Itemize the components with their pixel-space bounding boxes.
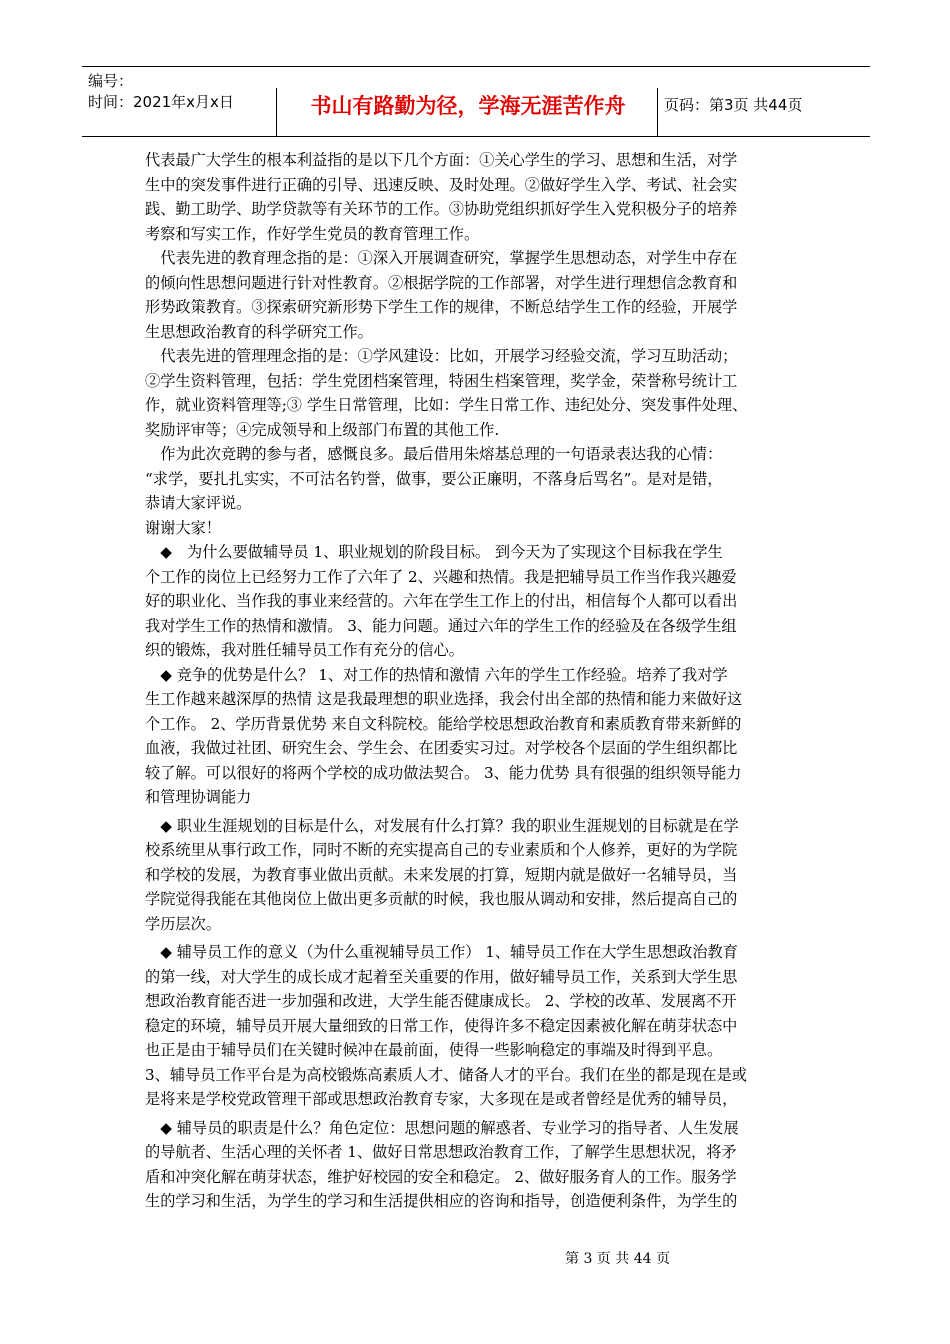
body-text-line: 生中的突发事件进行正确的引导、迅速反映、及时处理。②做好学生入学、考试、社会实 — [145, 175, 738, 194]
body-text-line: 我对学生工作的热情和激情。 3、能力问题。通过六年的学生工作的经验及在各级学生组 — [145, 616, 737, 635]
body-text-line: 血液，我做过社团、研究生会、学生会、在团委实习过。对学校各个层面的学生组织都比 — [145, 739, 738, 757]
body-text-line: 较了解。可以很好的将两个学校的成功做法契合。 3、能力优势 具有很强的组织领导能力 — [145, 763, 742, 782]
header-top-rule — [82, 66, 870, 67]
document-number-label: 编号： — [88, 72, 134, 90]
document-time-label: 时间：2021年x月x日 — [88, 93, 234, 111]
body-text-line: 的导航者、生活心理的关怀者 1、做好日常思想政治教育工作，了解学生思想状况，将矛 — [145, 1143, 737, 1161]
header-motto: 书山有路勤为径，学海无涯苦作舟 — [310, 94, 626, 118]
body-text-line: “求学，要扎扎实实，不可沽名钓誉，做事，要公正廉明，不落身后骂名”。是对是错， — [145, 469, 723, 488]
body-text-line: ◆ 竞争的优势是什么？ 1、对工作的热情和激情 六年的学生工作经验。培养了我对学 — [145, 665, 728, 684]
body-text-line: 校系统里从事行政工作，同时不断的充实提高自己的专业素质和个人修养，更好的为学院 — [145, 841, 738, 859]
body-text-line: 学院觉得我能在其他岗位上做出更多贡献的时候，我也服从调动和安排，然后提高自己的 — [145, 890, 738, 908]
body-text-line: 作为此次竞聘的参与者，感慨良多。最后借用朱熔基总理的一句语录表达我的心情： — [145, 445, 723, 463]
body-text-line: 代表先进的教育理念指的是：①深入开展调查研究，掌握学生思想动态，对学生中存在 — [145, 249, 738, 267]
header-page-label: 页码：第3页 共44页 — [664, 96, 803, 114]
header-divider-right — [657, 88, 658, 136]
body-text-line: 个工作。 2、学历背景优势 来自文科院校。能给学校思想政治教育和素质教育带来新鲜的 — [145, 714, 742, 733]
body-text-line: 生工作越来越深厚的热情 这是我最理想的职业选择，我会付出全部的热情和能力来做好这 — [145, 690, 743, 708]
header-bottom-rule — [82, 136, 870, 137]
body-text-line: 好的职业化、当作我的事业来经营的。六年在学生工作上的付出，相信每个人都可以看出 — [145, 592, 738, 610]
body-text-line: 考察和写实工作，作好学生党员的教育管理工作。 — [145, 224, 480, 243]
header-divider-left — [276, 88, 277, 136]
body-text-line: 和学校的发展，为教育事业做出贡献。未来发展的打算，短期内就是做好一名辅导员，当 — [145, 865, 738, 884]
body-text-line: 盾和冲突化解在萌芽状态，维护好校园的安全和稳定。 2、做好服务育人的工作。服务学 — [145, 1167, 737, 1186]
body-text-line: ◆ 为什么要做辅导员 1、职业规划的阶段目标。 到今天为了实现这个目标我在学生 — [145, 543, 723, 561]
body-text-line: 也正是由于辅导员们在关键时候冲在最前面，使得一些影响稳定的事端及时得到平息。 — [145, 1041, 723, 1059]
body-text-line: 想政治教育能否进一步加强和改进，大学生能否健康成长。 2、学校的改革、发展离不开 — [145, 992, 737, 1010]
body-text-line: 的第一线，对大学生的成长成才起着至关重要的作用，做好辅导员工作，关系到大学生思 — [145, 967, 738, 986]
body-text-line: 学历层次。 — [145, 914, 221, 933]
body-text-line: 生的学习和生活，为学生的学习和生活提供相应的咨询和指导，创造便利条件，为学生的 — [145, 1192, 738, 1210]
body-text-line: 奖励评审等；④完成领导和上级部门布置的其他工作. — [145, 420, 500, 439]
body-text-line: 的倾向性思想问题进行针对性教育。②根据学院的工作部署，对学生进行理想信念教育和 — [145, 273, 738, 292]
body-text-line: 稳定的环境，辅导员开展大量细致的日常工作，使得许多不稳定因素被化解在萌芽状态中 — [145, 1016, 738, 1035]
body-text-line: ◆ 职业生涯规划的目标是什么，对发展有什么打算？我的职业生涯规划的目标就是在学 — [145, 816, 739, 835]
body-text-line: 恭请大家评说。 — [145, 494, 252, 512]
body-text-line: 代表最广大学生的根本利益指的是以下几个方面：①关心学生的学习、思想和生活，对学 — [145, 151, 738, 169]
body-text-line: ②学生资料管理，包括：学生党团档案管理，特困生档案管理，奖学金，荣誉称号统计工 — [145, 371, 738, 390]
body-text-line: 是将来是学校党政管理干部或思想政治教育专家，大多现在是或者曾经是优秀的辅导员， — [145, 1090, 738, 1108]
body-text-line: 3、辅导员工作平台是为高校锻炼高素质人才、储备人才的平台。我们在坐的都是现在是或 — [145, 1065, 747, 1084]
body-text-line: 个工作的岗位上已经努力工作了六年了 2、兴趣和热情。我是把辅导员工作当作我兴趣爱 — [145, 567, 737, 586]
body-text-line: ◆ 辅导员工作的意义（为什么重视辅导员工作） 1、辅导员工作在大学生思想政治教育 — [145, 943, 738, 961]
body-text-line: 和管理协调能力 — [145, 788, 252, 806]
body-text-line: 作，就业资料管理等;③ 学生日常管理，比如：学生日常工作、违纪处分、突发事件处理、 — [145, 396, 748, 414]
document-body — [145, 148, 810, 1214]
body-text-line: ◆ 辅导员的职责是什么？角色定位：思想问题的解惑者、专业学习的指导者、人生发展 — [145, 1118, 739, 1137]
body-text-line: 谢谢大家！ — [145, 518, 221, 537]
body-text-line: 形势政策教育。③探索研究新形势下学生工作的规律，不断总结学生工作的经验，开展学 — [145, 298, 738, 316]
page-footer: 第 3 页 共 44 页 — [565, 1251, 670, 1267]
body-text-line: 践、勤工助学、助学贷款等有关环节的工作。③协助党组织抓好学生入党积极分子的培养 — [145, 200, 738, 218]
body-text-line: 生思想政治教育的科学研究工作。 — [145, 322, 373, 341]
body-text-line: 织的锻炼，我对胜任辅导员工作有充分的信心。 — [145, 641, 464, 659]
body-text-line: 代表先进的管理理念指的是：①学风建设：比如，开展学习经验交流，学习互助活动； — [145, 347, 738, 365]
